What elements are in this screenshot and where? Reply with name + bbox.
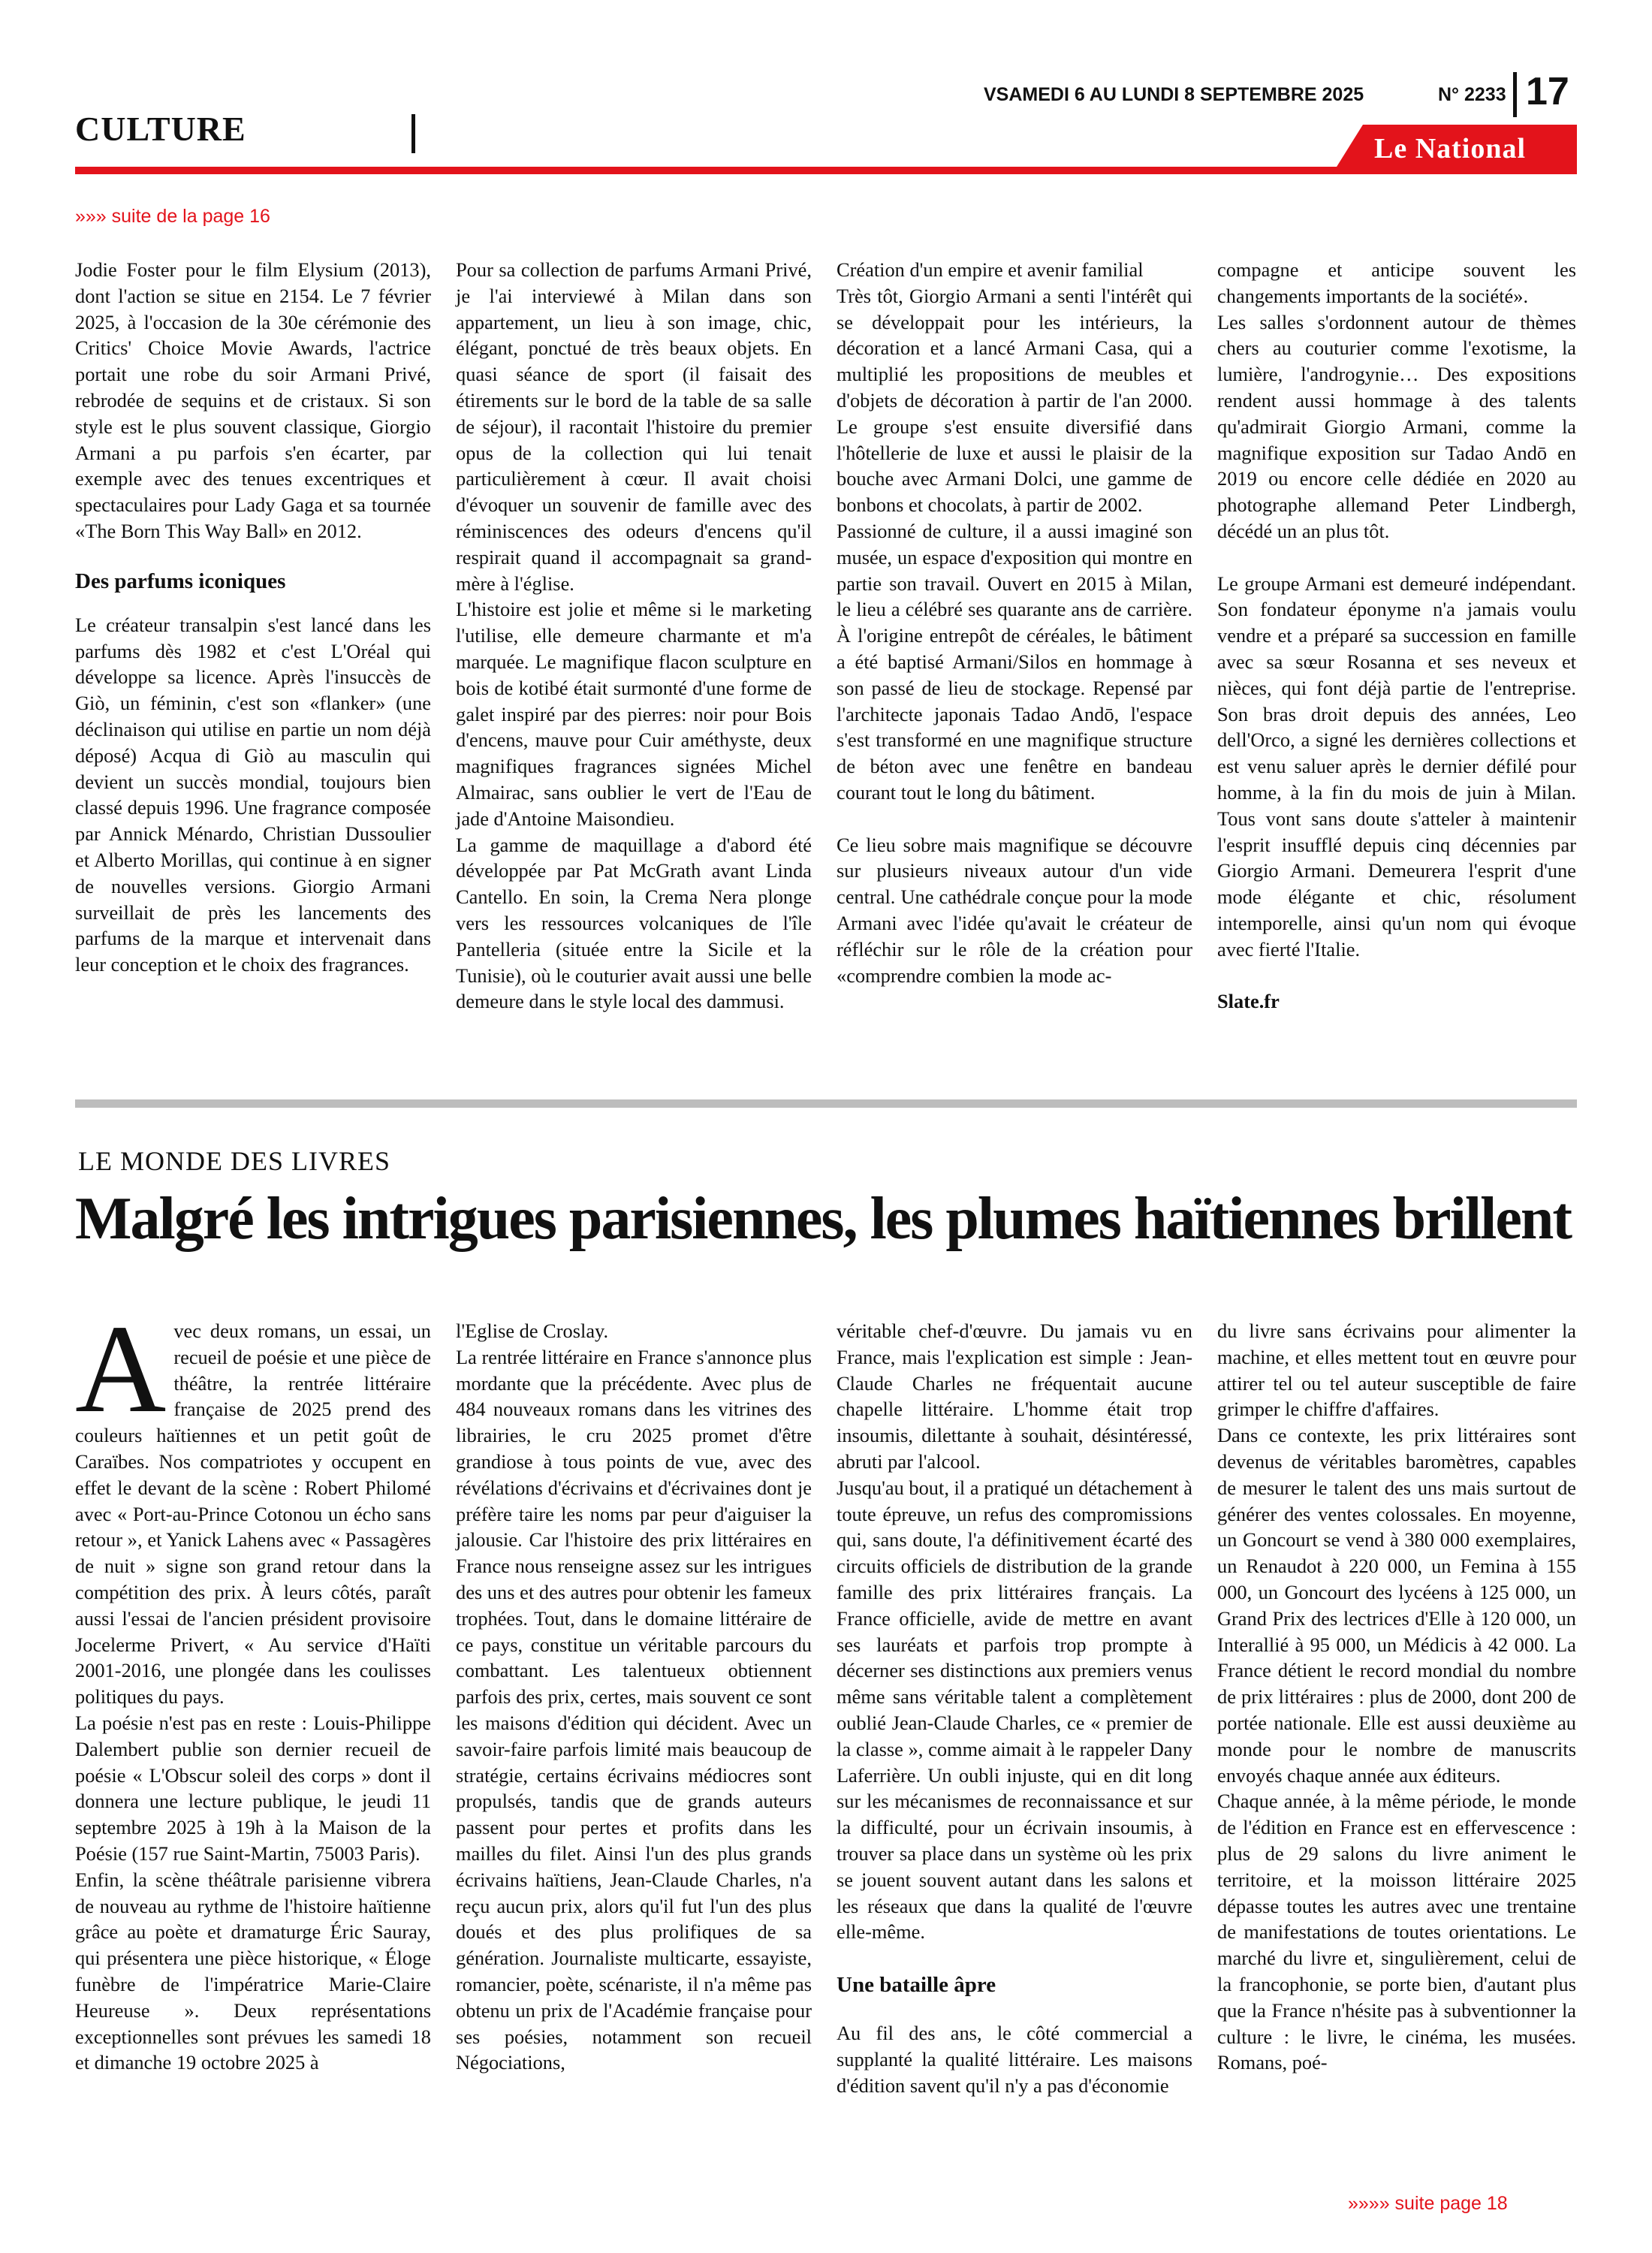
issue-date: VSAMEDI 6 AU LUNDI 8 SEPTEMBRE 2025 (984, 84, 1364, 105)
paragraph: Jusqu'au bout, il a pratiqué un détachement à toute épreuve, un refus des compromissions qui, sans doute, l'a définitivement écarté des circuits officiels de distribution de la grande famille des prix littéraires français. La France officielle, avide de mettre en avant ses lauréats et parfois trop prompte à décerner ses distinctions aux premiers venus même sans véritable talent a complètement oublié Jean-Claude Charles, ce « premier de la classe », comme aimait à le rappeler Dany Laferrière. Un oubli injuste, qui en dit long sur les mécanismes de reconnaissance et sur la difficulté, pour un écrivain insoumis, à trouver sa place dans un système où les prix se jouent souvent autant dans les salons et les réseaux que dans la qualité de l'œuvre elle-même. (837, 1476, 1192, 1944)
issue-number: N° 2233 (1438, 84, 1506, 105)
subheading: Des parfums iconiques (75, 569, 286, 593)
paragraph: Dans ce contexte, les prix littéraires sont devenus de véritables baromètres, capables de mesurer le talent des uns mais surtout de générer des ventes colossales. En moyenne, un Goncourt se vend à 380 000 exemplaires, un Renaudot à 220 000, un Femina à 155 000, un Goncourt des lycéens à 125 000, un Grand Prix des lectrices d'Elle à 120 000, un Interallié à 95 000, un Médicis à 42 000. La France détient le record mondial du nombre de prix littéraires : plus de 2000, dont 200 de portée nationale. Elle est aussi deuxième au monde pour le nombre de manuscrits envoyés chaque année aux éditeurs. (1217, 1424, 1576, 1787)
paragraph: L'histoire est jolie et même si le marketing l'utilise, elle demeure charmante et m'a marquée. Le magnifique flacon sculpture en bois de kotibé était surmonté d'une forme de galet inspiré par des pierres: noir pour Bois d'encens, mauve pour Cuir améthyste, deux magnifiques fragrances signées Michel Almairac, sans oublier le vert de l'Eau de jade d'Antoine Maisondieu. (456, 598, 812, 830)
paragraph: Jodie Foster pour le film Elysium (2013), dont l'action se situe en 2154. Le 7 février 2025, à l'occasion de la 30e cérémonie des Critics' Choice Movie Awards, l'actrice portait une robe du soir Armani Privé, rebrodée de sequins et de cristaux. Si son style est le plus souvent classique, Giorgio Armani a pu parfois s'en écarter, par exemple avec des tenues excentriques et spectaculaires pour Lady Gaga et sa tournée «The Born This Way Ball» en 2012. (75, 258, 431, 542)
paragraph: Très tôt, Giorgio Armani a senti l'intérêt qui se développait pour les intérieurs, la décoration et a lancé Armani Casa, qui a multiplié les propositions de meubles et d'objets de décoration à partir de l'an 2000. Le groupe s'est ensuite diversifié dans l'hôtellerie de luxe et aussi le plaisir de la bouche avec Armani Dolci, une gamme de bonbons et chocolats, à partir de 2002. (837, 284, 1192, 517)
paragraph: Le groupe Armani est demeuré indépendant. Son fondateur éponyme n'a jamais voulu vendre et a préparé sa succession en famille avec sa sœur Rosanna et ses neveux et nièces, qui font déjà partie de l'entreprise. Son bras droit depuis des années, Leo dell'Orco, a signé les dernières collections et est venu saluer après le dernier défilé pour homme, à la fin du mois de juin à Milan. Tous vont sans doute s'atteler à maintenir l'esprit insufflé depuis cinq décennies par Giorgio Armani. Demeurera l'esprit d'une mode élégante et chic, résolument intemporelle, ainsi qu'un nom qui évoque avec fierté l'Italie. (1217, 572, 1576, 961)
article1-column-3 (837, 257, 1192, 988)
article-headline: Malgré les intrigues parisiennes, les plumes haïtiennes brillent (75, 1186, 1571, 1252)
subheading: Une bataille âpre (837, 1973, 996, 1998)
paragraph: Enfin, la scène théâtrale parisienne vibrera de nouveau au rythme de l'histoire haïtienne grâce au poète et dramaturge Éric Sauray, qui présentera une pièce historique, « Éloge funèbre de l'impératrice Marie-Claire Heureuse ». Deux représentations exceptionnelles sont prévues les samedi 18 et dimanche 19 octobre 2025 à (75, 1868, 431, 2074)
article1-column-4 (1217, 257, 1576, 1014)
paragraph: Le créateur transalpin s'est lancé dans les parfums dès 1982 et c'est L'Oréal qui développe sa licence. Après l'insuccès de Giò, un féminin, c'est son «flanker» (une déclinaison qui utilise en partie un nom déjà déposé) Acqua di Giò au masculin qui devient un succès mondial, toujours bien classé depuis 1996. Une fragrance composée par Annick Ménardo, Christian Dussoulier et Alberto Morillas, qui continue à en signer de nouvelles versions. Giorgio Armani surveillait de près les lancements des parfums de la marque et intervenait dans leur conception et le choix des fragrances. (75, 613, 431, 976)
paragraph: du livre sans écrivains pour alimenter la machine, et elles mettent tout en œuvre pour attirer tel ou tel auteur susceptible de faire grimper le chiffre d'affaires. (1217, 1320, 1576, 1421)
article2-column-1 (75, 1299, 431, 2076)
paragraph: véritable chef-d'œuvre. Du jamais vu en France, mais l'explication est simple : Jean-Claude Charles ne fréquentait aucune chapelle littéraire. L'homme était trop insoumis, dilettante à souhait, désintéressé, abruti par l'alcool. (837, 1320, 1192, 1473)
section-divider (411, 114, 415, 153)
paragraph: Au fil des ans, le côté commercial a supplanté la qualité littéraire. Les maisons d'édition savent qu'il n'y a pas d'économie (837, 2022, 1192, 2097)
paragraph: La poésie n'est pas en reste : Louis-Philippe Dalembert publie son dernier recueil de poésie « L'Obscur soleil des corps » dont il donnera une lecture publique, le jeudi 11 septembre 2025 à 19h à la Maison de la Poésie (157 rue Saint-Martin, 75003 Paris). (75, 1711, 431, 1865)
article-source: Slate.fr (1217, 989, 1280, 1012)
paragraph (75, 1299, 431, 1710)
paragraph: Les salles s'ordonnent autour de thèmes chers au couturier comme l'exotisme, la lumière, l'androgynie… Des expositions rendent aussi hommage à des talents qu'admirait Giorgio Armani, comme la magnifique exposition sur Tadao Andō en 2019 ou encore celle dédiée en 2020 au photographe allemand Peter Lindbergh, décédé un an plus tôt. (1217, 310, 1576, 542)
paragraph: compagne et anticipe souvent les changements importants de la société». (1217, 258, 1576, 307)
article2-column-2 (456, 1318, 812, 2076)
continued-from-link[interactable]: »»» suite de la page 16 (75, 206, 270, 227)
paragraph: La rentrée littéraire en France s'annonce plus mordante que la précédente. Avec plus de 484 nouveaux romans dans les vitrines des librairies, le cru 2025 promet d'être grandiose à tous points de vue, avec des révélations d'écrivains et d'écrivaines dont je préfère taire les noms par peur d'aiguiser la jalousie. Car l'histoire des prix littéraires en France nous renseigne assez sur les intrigues des uns et des autres pour obtenir les fameux trophées. Tout, dans le domaine littéraire de ce pays, constitue un véritable parcours du combattant. Les talentueux obtiennent parfois des prix, certes, mais souvent ce sont les maisons d'édition qui décident. Avec un savoir-faire parfois limité mais beaucoup de stratégie, certains écrivains médiocres sont propulsés, tandis que de grands auteurs passent pour pertes et profits dans les mailles du filet. Ainsi l'un des plus grands écrivains haïtiens, Jean-Claude Charles, n'a reçu aucun prix, alors qu'il fut l'un des plus doués et des plus prolifiques de sa génération. Journaliste multicarte, essayiste, romancier, poète, scénariste, il n'a même pas obtenu un prix de l'Académie française pour ses poésies, notamment son recueil Négociations, (456, 1345, 812, 2074)
article-rubric: LE MONDE DES LIVRES (78, 1146, 390, 1176)
page-number-divider (1513, 72, 1517, 117)
continued-to-link[interactable]: »»»» suite page 18 (1348, 2193, 1508, 2214)
paragraph: Pour sa collection de parfums Armani Privé, je l'ai interviewé à Milan dans son appartement, un lieu à son image, chic, élégant, ponctué de très beaux objets. En quasi séance de sport (il faisait des étirements sur le bord de la table de sa salle de séjour), il racontait l'histoire du premier opus de la collection qui lui tenait particulièrement à cœur. Il avait choisi d'évoquer un souvenir de famille avec des réminiscences des odeurs d'encens qu'il respirait quand il accompagnait sa grand-mère à l'église. (456, 258, 812, 595)
article2-column-4 (1217, 1318, 1576, 2076)
paragraph: La gamme de maquillage a d'abord été développée par Pat McGrath avant Linda Cantello. En soin, la Crema Nera plonge vers les ressources volcaniques de l'île Pantelleria (située entre la Sicile et la Tunisie), où le couturier avait aussi une belle demeure dans le style local des dammusi. (456, 833, 812, 1013)
brand-name: Le National (1374, 133, 1527, 164)
paragraph: l'Eglise de Croslay. (456, 1320, 609, 1342)
paragraph-text: vec deux romans, un essai, un recueil de poésie et une pièce de théâtre, la rentrée littéraire française de 2025 prend des couleurs haïtiennes et un petit goût de Caraïbes. Nos compatriotes y occupent en effet le devant de la scène : Robert Philomé avec « Port-au-Prince Cotonou un écho sans retour », et Yanick Lahens avec « Passagères de nuit » signe son grand retour dans la compétition des prix. À leurs côtés, paraît aussi l'essai de l'ancien président provisoire Jocelerme Privert, « Au service d'Haïti 2001-2016, une plongée dans les coulisses politiques du pays. (75, 1320, 431, 1709)
article1-column-2 (456, 257, 812, 1015)
paragraph: Ce lieu sobre mais magnifique se découvre sur plusieurs niveaux autour d'un vide central. Une cathédrale conçue pour la mode Armani avec l'idée qu'avait le créateur de réfléchir sur le rôle de la création pour «comprendre combien la mode ac- (837, 833, 1192, 987)
paragraph: Création d'un empire et avenir familial (837, 258, 1144, 281)
section-title: CULTURE (75, 110, 246, 148)
article2-column-3 (837, 1318, 1192, 2099)
drop-cap: A (75, 1299, 167, 1439)
paragraph: Passionné de culture, il a aussi imaginé son musée, un espace d'exposition qui montre en partie son travail. Ouvert en 2015 à Milan, le lieu a célébré ses quarante ans de carrière. À l'origine entrepôt de céréales, le bâtiment a été baptisé Armani/Silos en hommage à son passé de lieu de stockage. Repensé par l'architecte japonais Tadao Andō, l'espace s'est transformé en une magnifique structure de béton avec une fenêtre en bandeau courant tout le long du bâtiment. (837, 519, 1192, 804)
paragraph: Chaque année, à la même période, le monde de l'édition en France est en effervescence : plus de 29 salons du livre animent le territoire, et la moisson littéraire 2025 dépasse toutes les autres avec une trentaine de manifestations de toutes orientations. Le marché du livre et, singulièrement, celui de la francophonie, se porte bien, d'autant plus que la France n'hésite pas à subventionner la culture : le livre, le cinéma, les musées. Romans, poé- (1217, 1790, 1576, 2074)
article1-column-1 (75, 257, 431, 978)
page-number: 17 (1526, 70, 1569, 113)
article-divider (75, 1099, 1577, 1108)
